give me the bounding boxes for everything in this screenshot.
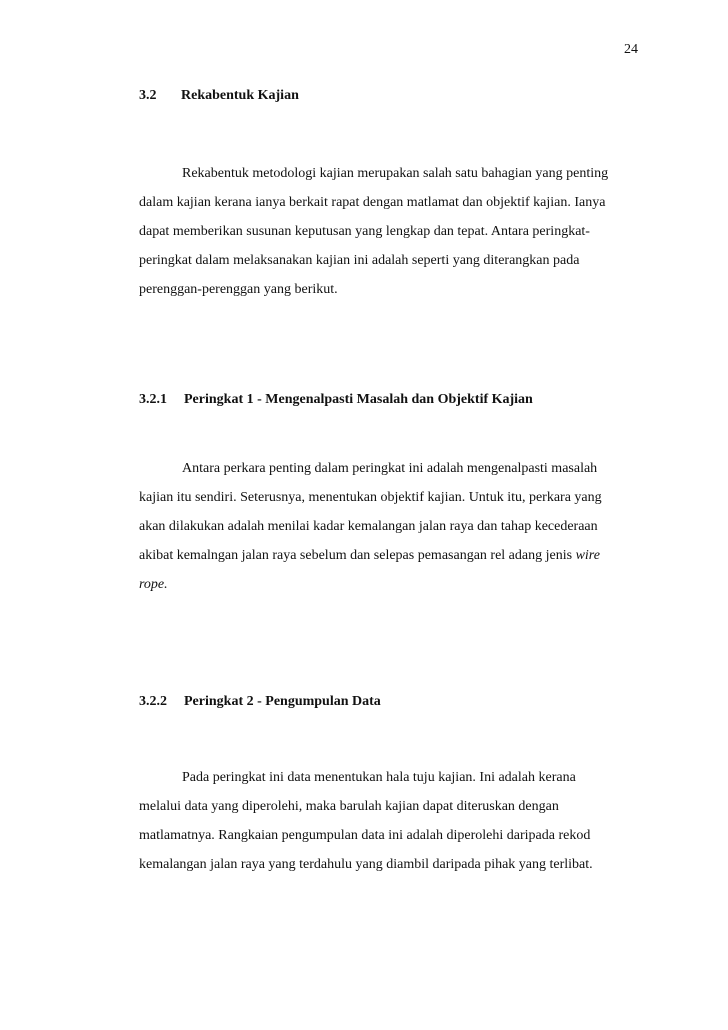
italic-term: rope.: [139, 577, 168, 592]
paragraph-line: perenggan-perenggan yang berikut.: [139, 282, 338, 297]
section-title: Peringkat 2 - Pengumpulan Data: [184, 694, 381, 709]
italic-term: wire: [575, 548, 600, 563]
paragraph-peringkat-1: [139, 454, 639, 599]
section-heading-3-2: [139, 88, 299, 104]
paragraph-line: Antara perkara penting dalam peringkat ini adalah mengenalpasti masalah: [182, 461, 598, 476]
paragraph-line: melalui data yang diperolehi, maka barulah kajian dapat diteruskan dengan: [139, 799, 559, 814]
section-heading-3-2-2: [139, 694, 381, 710]
section-number: 3.2.2: [139, 694, 167, 709]
paragraph-line-with-italic: [139, 541, 639, 570]
paragraph-line: Rekabentuk metodologi kajian merupakan salah satu bahagian yang penting: [182, 166, 609, 181]
paragraph-line: akan dilakukan adalah menilai kadar kemalangan jalan raya dan tahap kecederaan: [139, 519, 598, 534]
section-number: 3.2.1: [139, 392, 167, 407]
section-title: Peringkat 1 - Mengenalpasti Masalah dan Objektif Kajian: [184, 392, 533, 407]
section-heading-3-2-1: [139, 392, 533, 408]
page-number: 24: [624, 42, 638, 57]
section-number: 3.2: [139, 88, 157, 103]
paragraph-line: dapat memberikan susunan keputusan yang lengkap dan tepat. Antara peringkat-: [139, 224, 590, 239]
paragraph-line: kajian itu sendiri. Seterusnya, menentukan objektif kajian. Untuk itu, perkara yang: [139, 490, 602, 505]
paragraph-line: dalam kajian kerana ianya berkait rapat dengan matlamat dan objektif kajian. Ianya: [139, 195, 606, 210]
paragraph-line-text: akibat kemalngan jalan raya sebelum dan selepas pemasangan rel adang jenis: [139, 548, 573, 563]
paragraph-line: [139, 570, 639, 599]
paragraph-peringkat-2: [139, 763, 639, 879]
paragraph-line: kemalangan jalan raya yang terdahulu yang diambil daripada pihak yang terlibat.: [139, 857, 593, 872]
paragraph-line: peringkat dalam melaksanakan kajian ini adalah seperti yang diterangkan pada: [139, 253, 580, 268]
paragraph-line: Pada peringkat ini data menentukan hala tuju kajian. Ini adalah kerana: [182, 770, 576, 785]
paragraph-line: matlamatnya. Rangkaian pengumpulan data ini adalah diperolehi daripada rekod: [139, 828, 591, 843]
section-title: Rekabentuk Kajian: [181, 88, 299, 103]
paragraph-rekabentuk: [139, 159, 639, 304]
